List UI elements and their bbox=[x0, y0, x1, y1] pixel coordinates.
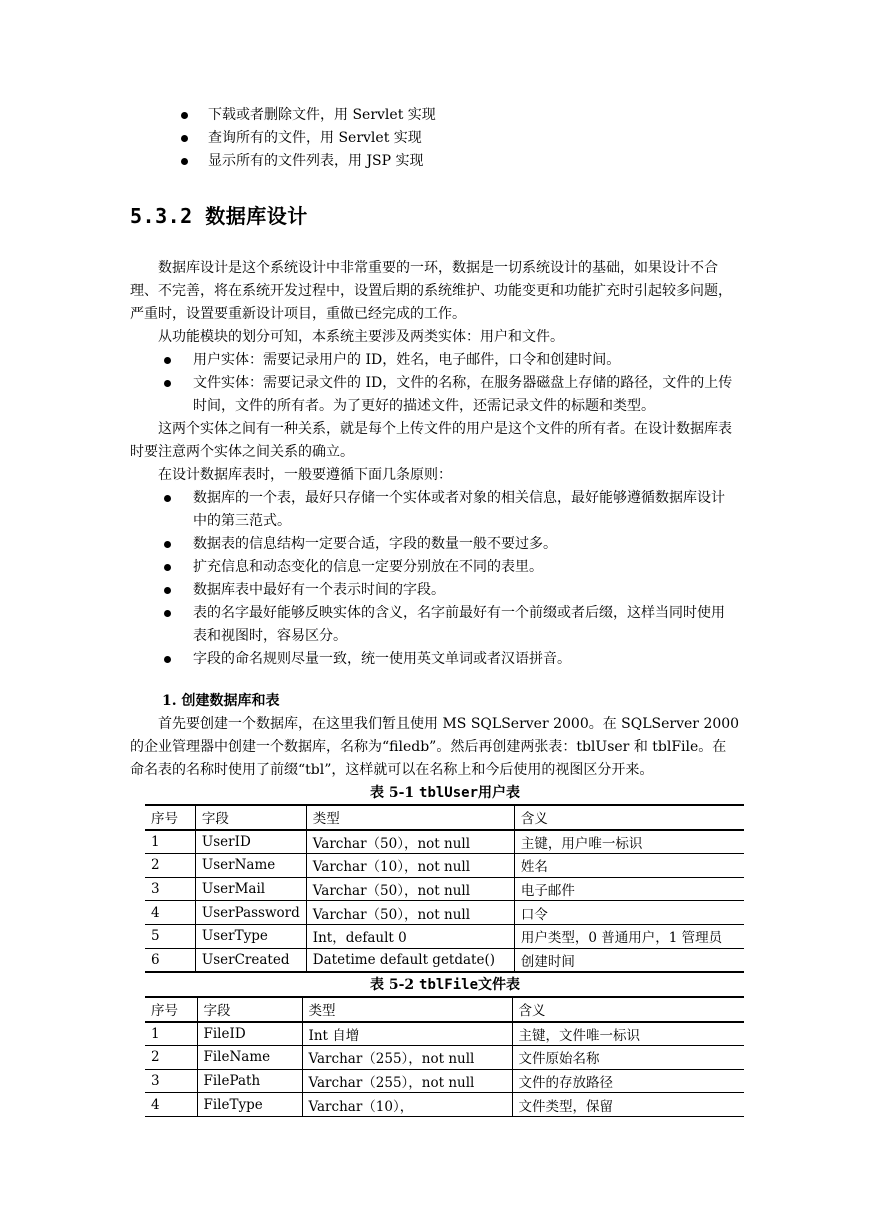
table-cell: FileID bbox=[197, 1022, 302, 1046]
table-row bbox=[145, 1069, 744, 1093]
table-cell: FileName bbox=[197, 1046, 302, 1070]
header-cell: 序号 bbox=[145, 997, 197, 1022]
table-cell: 文件的存放路径 bbox=[512, 1069, 744, 1093]
table-cell: UserPassword bbox=[195, 901, 306, 925]
table-cell: UserCreated bbox=[195, 948, 306, 972]
table-cell: 文件类型，保留 bbox=[512, 1093, 744, 1117]
table2-caption-suffix: 文件表 bbox=[478, 977, 521, 993]
table-row bbox=[145, 1046, 744, 1070]
table-cell: Varchar（50），not null bbox=[306, 901, 514, 925]
create-paragraph: 首先要创建一个数据库，在这里我们暂且使用 MS SQLServer 2000。在 SQLServer 2000 的企业管理器中创建一个数据库，名称为“filedb”。然后再创建两张表：tblUser 和 tblFile。在命名表的名称时使用了前缀“tbl”，这样就可以在名称上和今后使用的视图区分开来。 bbox=[130, 716, 740, 778]
table1-caption-name: tblUser bbox=[419, 785, 479, 801]
table-cell: 创建时间 bbox=[514, 948, 744, 972]
table-cell: 3 bbox=[145, 877, 195, 901]
table-header-row bbox=[145, 997, 744, 1022]
table-cell: Int，default 0 bbox=[306, 924, 514, 948]
table-row bbox=[145, 854, 744, 878]
top-bullet: 下载或者删除文件，用 Servlet 实现 bbox=[208, 107, 436, 123]
table-row bbox=[145, 948, 744, 972]
table-cell: 口令 bbox=[514, 901, 744, 925]
table-cell: 文件原始名称 bbox=[512, 1046, 744, 1070]
bullet-dot bbox=[164, 587, 171, 594]
entity-paragraph: 从功能模块的划分可知，本系统主要涉及两类实体：用户和文件。 bbox=[158, 329, 564, 345]
table-cell: Datetime default getdate() bbox=[306, 948, 514, 972]
table-cell: UserType bbox=[195, 924, 306, 948]
table-cell: FileType bbox=[197, 1093, 302, 1117]
table-cell: Int 自增 bbox=[302, 1022, 512, 1046]
bullet-dot bbox=[164, 656, 171, 663]
header-cell: 含义 bbox=[514, 805, 744, 830]
table-cell: Varchar（255），not null bbox=[302, 1069, 512, 1093]
table-cell: 主键，用户唯一标识 bbox=[514, 830, 744, 854]
table-cell: 3 bbox=[145, 1069, 197, 1093]
section-title: 5.3.2 数据库设计 bbox=[130, 204, 308, 228]
table-cell: Varchar（50），not null bbox=[306, 830, 514, 854]
table-header-row bbox=[145, 805, 744, 830]
bullet-dot bbox=[164, 357, 171, 364]
principle-item: 字段的命名规则尽量一致，统一使用英文单词或者汉语拼音。 bbox=[193, 651, 571, 667]
table-cell: 6 bbox=[145, 948, 195, 972]
table1-caption bbox=[145, 782, 745, 802]
table-cell: 电子邮件 bbox=[514, 877, 744, 901]
header-cell: 类型 bbox=[306, 805, 514, 830]
table-row bbox=[145, 1093, 744, 1117]
entity-bullet: 文件实体：需要记录文件的 ID，文件的名称，在服务器磁盘上存储的路径，文件的上传时间，文件的所有者。为了更好的描述文件，还需记录文件的标题和类型。 bbox=[193, 375, 733, 414]
table-cell: FilePath bbox=[197, 1069, 302, 1093]
header-cell: 字段 bbox=[197, 997, 302, 1022]
entity-bullet: 用户实体：需要记录用户的 ID，姓名，电子邮件，口令和创建时间。 bbox=[193, 352, 621, 368]
table2-caption-prefix: 表 5-2 bbox=[369, 977, 420, 993]
top-bullet: 显示所有的文件列表，用 JSP 实现 bbox=[208, 153, 424, 169]
top-bullet: 查询所有的文件，用 Servlet 实现 bbox=[208, 130, 422, 146]
bullet-dot bbox=[164, 564, 171, 571]
table-cell: Varchar（10）， bbox=[302, 1093, 512, 1117]
table-cell: 5 bbox=[145, 924, 195, 948]
table-row bbox=[145, 924, 744, 948]
table-tbluser bbox=[145, 804, 744, 973]
table-row bbox=[145, 830, 744, 854]
bullet-dot bbox=[164, 541, 171, 548]
bullet-dot bbox=[181, 158, 188, 165]
bullet-dot bbox=[181, 135, 188, 142]
table1-caption-suffix: 用户表 bbox=[478, 785, 521, 801]
table2-caption bbox=[145, 974, 745, 994]
header-cell: 类型 bbox=[302, 997, 512, 1022]
table1-caption-prefix: 表 5-1 bbox=[369, 785, 420, 801]
table-cell: UserMail bbox=[195, 877, 306, 901]
table-cell: 2 bbox=[145, 854, 195, 878]
principle-item: 数据库的一个表，最好只存储一个实体或者对象的相关信息，最好能够遵循数据库设计中的第三范式。 bbox=[193, 490, 725, 529]
principle-item: 表的名字最好能够反映实体的含义，名字前最好有一个前缀或者后缀，这样当同时使用表和视图时，容易区分。 bbox=[193, 605, 725, 644]
subsection-title: 1. 创建数据库和表 bbox=[162, 693, 280, 709]
bullet-dot bbox=[164, 610, 171, 617]
table-cell: 主键，文件唯一标识 bbox=[512, 1022, 744, 1046]
intro-paragraph: 数据库设计是这个系统设计中非常重要的一环，数据是一切系统设计的基础，如果设计不合理、不完善，将在系统开发过程中，设置后期的系统维护、功能变更和功能扩充时引起较多问题，严重时，设置要重新设计项目，重做已经完成的工作。 bbox=[130, 260, 732, 322]
table-cell: 4 bbox=[145, 1093, 197, 1117]
principles-intro: 在设计数据库表时，一般要遵循下面几条原则： bbox=[158, 467, 452, 483]
table-row bbox=[145, 1022, 744, 1046]
header-cell: 字段 bbox=[195, 805, 306, 830]
table-cell: Varchar（10），not null bbox=[306, 854, 514, 878]
table-row bbox=[145, 901, 744, 925]
table-cell: Varchar（50），not null bbox=[306, 877, 514, 901]
table-tblfile bbox=[145, 996, 744, 1117]
principle-item: 数据表的信息结构一定要合适，字段的数量一般不要过多。 bbox=[193, 536, 557, 552]
bullet-dot bbox=[164, 380, 171, 387]
principle-item: 扩充信息和动态变化的信息一定要分别放在不同的表里。 bbox=[193, 559, 543, 575]
table-cell: 2 bbox=[145, 1046, 197, 1070]
header-cell: 序号 bbox=[145, 805, 195, 830]
principle-item: 数据库表中最好有一个表示时间的字段。 bbox=[193, 582, 445, 598]
table-cell: 用户类型，0 普通用户，1 管理员 bbox=[514, 924, 744, 948]
relation-paragraph: 这两个实体之间有一种关系，就是每个上传文件的用户是这个文件的所有者。在设计数据库表时要注意两个实体之间关系的确立。 bbox=[130, 421, 732, 460]
bullet-dot bbox=[181, 112, 188, 119]
table-cell: 1 bbox=[145, 830, 195, 854]
table-row bbox=[145, 877, 744, 901]
table2-caption-name: tblFile bbox=[419, 977, 479, 993]
table-cell: UserID bbox=[195, 830, 306, 854]
bullet-dot bbox=[164, 495, 171, 502]
table-cell: UserName bbox=[195, 854, 306, 878]
table-cell: 4 bbox=[145, 901, 195, 925]
table-cell: 姓名 bbox=[514, 854, 744, 878]
header-cell: 含义 bbox=[512, 997, 744, 1022]
table-cell: Varchar（255），not null bbox=[302, 1046, 512, 1070]
table-cell: 1 bbox=[145, 1022, 197, 1046]
